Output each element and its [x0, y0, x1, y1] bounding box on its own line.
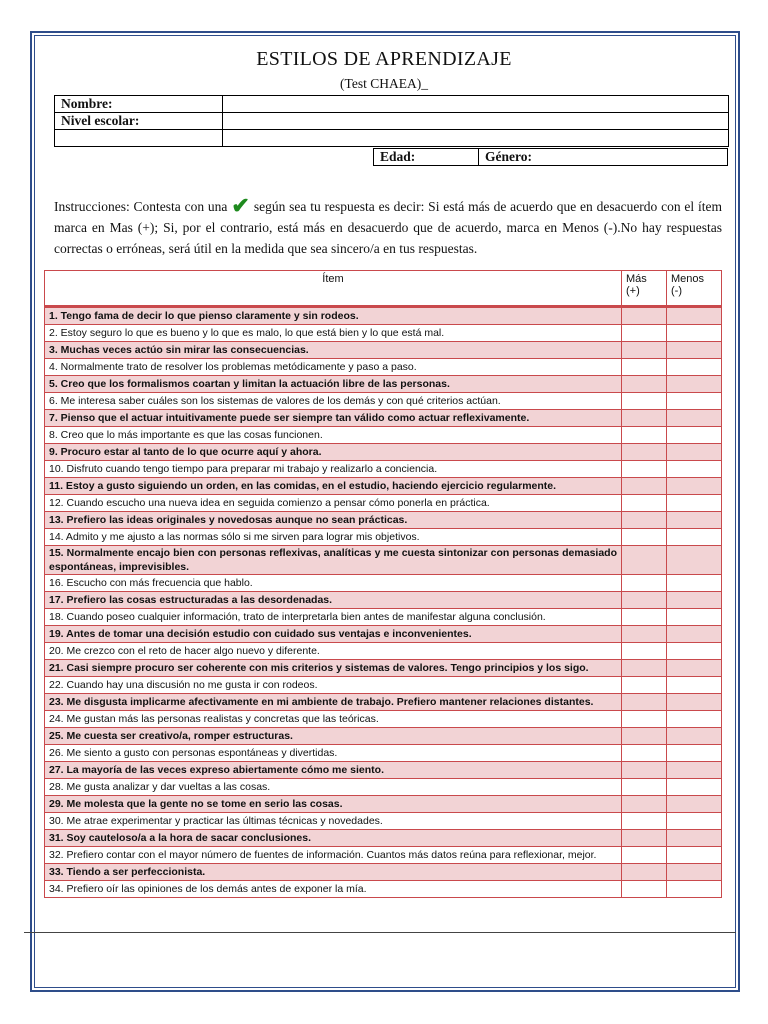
mas-checkbox-cell[interactable]: [622, 307, 667, 325]
menos-checkbox-cell[interactable]: [667, 677, 722, 694]
table-row: [45, 546, 722, 575]
table-row: [45, 762, 722, 779]
menos-checkbox-cell[interactable]: [667, 626, 722, 643]
edad-genero-table: [373, 148, 728, 166]
table-row: [45, 325, 722, 342]
mas-checkbox-cell[interactable]: [622, 325, 667, 342]
mas-checkbox-cell[interactable]: [622, 376, 667, 393]
item-text: 4. Normalmente trato de resolver los problemas metódicamente y paso a paso.: [45, 359, 622, 376]
mas-checkbox-cell[interactable]: [622, 626, 667, 643]
extra-field[interactable]: [223, 130, 729, 147]
menos-checkbox-cell[interactable]: [667, 307, 722, 325]
item-text: 29. Me molesta que la gente no se tome en serio las cosas.: [45, 796, 622, 813]
table-row: [45, 728, 722, 745]
item-text: 32. Prefiero contar con el mayor número de fuentes de información. Cuantos más datos reúna para reflexionar, mejor.: [45, 847, 622, 864]
menos-checkbox-cell[interactable]: [667, 359, 722, 376]
menos-checkbox-cell[interactable]: [667, 694, 722, 711]
table-row: [45, 376, 722, 393]
mas-checkbox-cell[interactable]: [622, 495, 667, 512]
menos-checkbox-cell[interactable]: [667, 461, 722, 478]
item-text: 16. Escucho con más frecuencia que hablo.: [45, 575, 622, 592]
mas-checkbox-cell[interactable]: [622, 529, 667, 546]
mas-checkbox-cell[interactable]: [622, 660, 667, 677]
table-row: [45, 529, 722, 546]
menos-checkbox-cell[interactable]: [667, 444, 722, 461]
table-row: [45, 779, 722, 796]
nombre-label: Nombre:: [55, 96, 223, 113]
table-row: [45, 847, 722, 864]
item-text: 25. Me cuesta ser creativo/a, romper estructuras.: [45, 728, 622, 745]
item-text: 7. Pienso que el actuar intuitivamente puede ser siempre tan válido como actuar reflexivamente.: [45, 410, 622, 427]
nivel-escolar-label: Nivel escolar:: [55, 113, 223, 130]
menos-checkbox-cell[interactable]: [667, 529, 722, 546]
mas-checkbox-cell[interactable]: [622, 694, 667, 711]
table-row: [45, 592, 722, 609]
table-row: [45, 864, 722, 881]
item-text: 30. Me atrae experimentar y practicar las últimas técnicas y novedades.: [45, 813, 622, 830]
mas-checkbox-cell[interactable]: [622, 711, 667, 728]
mas-checkbox-cell[interactable]: [622, 359, 667, 376]
menos-checkbox-cell[interactable]: [667, 325, 722, 342]
document-subtitle: (Test CHAEA)_: [340, 76, 428, 91]
mas-checkbox-cell[interactable]: [622, 677, 667, 694]
table-row: [45, 495, 722, 512]
menos-checkbox-cell[interactable]: [667, 342, 722, 359]
menos-checkbox-cell[interactable]: [667, 376, 722, 393]
item-text: 3. Muchas veces actúo sin mirar las consecuencias.: [45, 342, 622, 359]
item-text: 28. Me gusta analizar y dar vueltas a las cosas.: [45, 779, 622, 796]
mas-checkbox-cell[interactable]: [622, 745, 667, 762]
table-row: [45, 478, 722, 495]
menos-checkbox-cell[interactable]: [667, 427, 722, 444]
mas-checkbox-cell[interactable]: [622, 444, 667, 461]
item-text: 19. Antes de tomar una decisión estudio con cuidado sus ventajas e inconvenientes.: [45, 626, 622, 643]
menos-checkbox-cell[interactable]: [667, 847, 722, 864]
table-row: [45, 694, 722, 711]
menos-checkbox-cell[interactable]: [667, 512, 722, 529]
table-row: [45, 393, 722, 410]
mas-checkbox-cell[interactable]: [622, 609, 667, 626]
mas-checkbox-cell[interactable]: [622, 427, 667, 444]
item-text: 24. Me gustan más las personas realistas y concretas que las teóricas.: [45, 711, 622, 728]
item-text: 5. Creo que los formalismos coartan y limitan la actuación libre de las personas.: [45, 376, 622, 393]
edad-label: Edad:: [380, 149, 416, 164]
table-row: [45, 711, 722, 728]
menos-checkbox-cell[interactable]: [667, 711, 722, 728]
item-text: 9. Procuro estar al tanto de lo que ocurre aquí y ahora.: [45, 444, 622, 461]
menos-checkbox-cell[interactable]: [667, 643, 722, 660]
items-body: [45, 307, 722, 898]
item-text: 21. Casi siempre procuro ser coherente con mis criterios y sistemas de valores. Tengo principios y los sigo.: [45, 660, 622, 677]
table-row: [45, 813, 722, 830]
menos-checkbox-cell[interactable]: [667, 745, 722, 762]
instructions-text-start: Instrucciones: Contesta con una: [54, 199, 228, 214]
mas-checkbox-cell[interactable]: [622, 728, 667, 745]
mas-checkbox-cell[interactable]: [622, 881, 667, 898]
table-row: [45, 444, 722, 461]
item-text: 14. Admito y me ajusto a las normas sólo si me sirven para lograr mis objetivos.: [45, 529, 622, 546]
item-text: 15. Normalmente encajo bien con personas reflexivas, analíticas y me cuesta sintonizar con personas demasiado espontáneas, imprevisibles.: [45, 546, 622, 575]
table-row: [45, 796, 722, 813]
mas-checkbox-cell[interactable]: [622, 575, 667, 592]
item-text: 33. Tiendo a ser perfeccionista.: [45, 864, 622, 881]
menos-checkbox-cell[interactable]: [667, 609, 722, 626]
page-divider-line: [24, 932, 736, 933]
column-header-item: Ítem: [45, 271, 622, 307]
table-row: [45, 575, 722, 592]
mas-checkbox-cell[interactable]: [622, 643, 667, 660]
item-text: 31. Soy cauteloso/a a la hora de sacar conclusiones.: [45, 830, 622, 847]
item-text: 11. Estoy a gusto siguiendo un orden, en las comidas, en el estudio, haciendo ejercicio regularmente.: [45, 478, 622, 495]
table-row: [45, 410, 722, 427]
item-text: 8. Creo que lo más importante es que las cosas funcionen.: [45, 427, 622, 444]
item-text: 34. Prefiero oír las opiniones de los demás antes de exponer la mía.: [45, 881, 622, 898]
extra-label-cell: [55, 130, 223, 147]
mas-checkbox-cell[interactable]: [622, 393, 667, 410]
table-row: [45, 660, 722, 677]
item-text: 6. Me interesa saber cuáles son los sistemas de valores de los demás y con qué criterios actúan.: [45, 393, 622, 410]
table-row: [45, 643, 722, 660]
mas-checkbox-cell[interactable]: [622, 342, 667, 359]
edad-field[interactable]: [374, 149, 479, 166]
menos-checkbox-cell[interactable]: [667, 796, 722, 813]
mas-checkbox-cell[interactable]: [622, 546, 667, 575]
item-text: 20. Me crezco con el reto de hacer algo nuevo y diferente.: [45, 643, 622, 660]
mas-checkbox-cell[interactable]: [622, 461, 667, 478]
menos-checkbox-cell[interactable]: [667, 813, 722, 830]
menos-checkbox-cell[interactable]: [667, 779, 722, 796]
table-row: [45, 359, 722, 376]
column-header-mas: Más (+): [622, 271, 667, 307]
instructions: [54, 193, 722, 259]
genero-label: Género:: [485, 149, 532, 164]
table-row: [45, 626, 722, 643]
menos-checkbox-cell[interactable]: [667, 592, 722, 609]
mas-checkbox-cell[interactable]: [622, 796, 667, 813]
menos-checkbox-cell[interactable]: [667, 762, 722, 779]
table-row: [45, 745, 722, 762]
column-header-menos: Menos (-): [667, 271, 722, 307]
items-table: [44, 270, 722, 898]
student-info-table: [54, 95, 729, 147]
checkmark-icon: ✔: [231, 193, 250, 218]
menos-checkbox-cell[interactable]: [667, 864, 722, 881]
table-row: [45, 342, 722, 359]
table-row: [45, 512, 722, 529]
menos-checkbox-cell[interactable]: [667, 393, 722, 410]
mas-checkbox-cell[interactable]: [622, 830, 667, 847]
nivel-escolar-field[interactable]: [223, 113, 729, 130]
table-row: [45, 677, 722, 694]
mas-checkbox-cell[interactable]: [622, 512, 667, 529]
nombre-field[interactable]: [223, 96, 729, 113]
item-text: 17. Prefiero las cosas estructuradas a las desordenadas.: [45, 592, 622, 609]
item-text: 22. Cuando hay una discusión no me gusta ir con rodeos.: [45, 677, 622, 694]
item-text: 26. Me siento a gusto con personas espontáneas y divertidas.: [45, 745, 622, 762]
menos-checkbox-cell[interactable]: [667, 881, 722, 898]
item-text: 23. Me disgusta implicarme afectivamente en mi ambiente de trabajo. Prefiero mantener relaciones distantes.: [45, 694, 622, 711]
table-row: [45, 427, 722, 444]
menos-checkbox-cell[interactable]: [667, 410, 722, 427]
menos-checkbox-cell[interactable]: [667, 728, 722, 745]
item-text: 10. Disfruto cuando tengo tiempo para preparar mi trabajo y realizarlo a conciencia.: [45, 461, 622, 478]
instructions-text-end: según sea tu respuesta es decir: Si está más de acuerdo que en desacuerdo con el ítem marca en Mas (+); Si, por el contrario, está más en desacuerdo que de acuerdo, marca en Menos (-).No hay respuestas correctas o erróneas, será útil en la medida que sea sincero/a en tus respuestas.: [54, 199, 722, 256]
table-row: [45, 461, 722, 478]
item-text: 27. La mayoría de las veces expreso abiertamente cómo me siento.: [45, 762, 622, 779]
table-row: [45, 307, 722, 325]
menos-checkbox-cell[interactable]: [667, 575, 722, 592]
mas-checkbox-cell[interactable]: [622, 864, 667, 881]
mas-checkbox-cell[interactable]: [622, 410, 667, 427]
item-text: 2. Estoy seguro lo que es bueno y lo que es malo, lo que está bien y lo que está mal.: [45, 325, 622, 342]
item-text: 18. Cuando poseo cualquier información, trato de interpretarla bien antes de manifestar alguna conclusión.: [45, 609, 622, 626]
menos-checkbox-cell[interactable]: [667, 546, 722, 575]
genero-field[interactable]: [479, 149, 728, 166]
menos-checkbox-cell[interactable]: [667, 495, 722, 512]
menos-checkbox-cell[interactable]: [667, 830, 722, 847]
mas-checkbox-cell[interactable]: [622, 592, 667, 609]
item-text: 1. Tengo fama de decir lo que pienso claramente y sin rodeos.: [45, 307, 622, 325]
mas-checkbox-cell[interactable]: [622, 779, 667, 796]
table-row: [45, 609, 722, 626]
mas-checkbox-cell[interactable]: [622, 762, 667, 779]
table-row: [45, 830, 722, 847]
mas-checkbox-cell[interactable]: [622, 813, 667, 830]
item-text: 13. Prefiero las ideas originales y novedosas aunque no sean prácticas.: [45, 512, 622, 529]
mas-checkbox-cell[interactable]: [622, 847, 667, 864]
mas-checkbox-cell[interactable]: [622, 478, 667, 495]
item-text: 12. Cuando escucho una nueva idea en seguida comienzo a pensar cómo ponerla en práctica.: [45, 495, 622, 512]
menos-checkbox-cell[interactable]: [667, 478, 722, 495]
table-row: [45, 881, 722, 898]
menos-checkbox-cell[interactable]: [667, 660, 722, 677]
document-title: ESTILOS DE APRENDIZAJE: [256, 48, 512, 70]
